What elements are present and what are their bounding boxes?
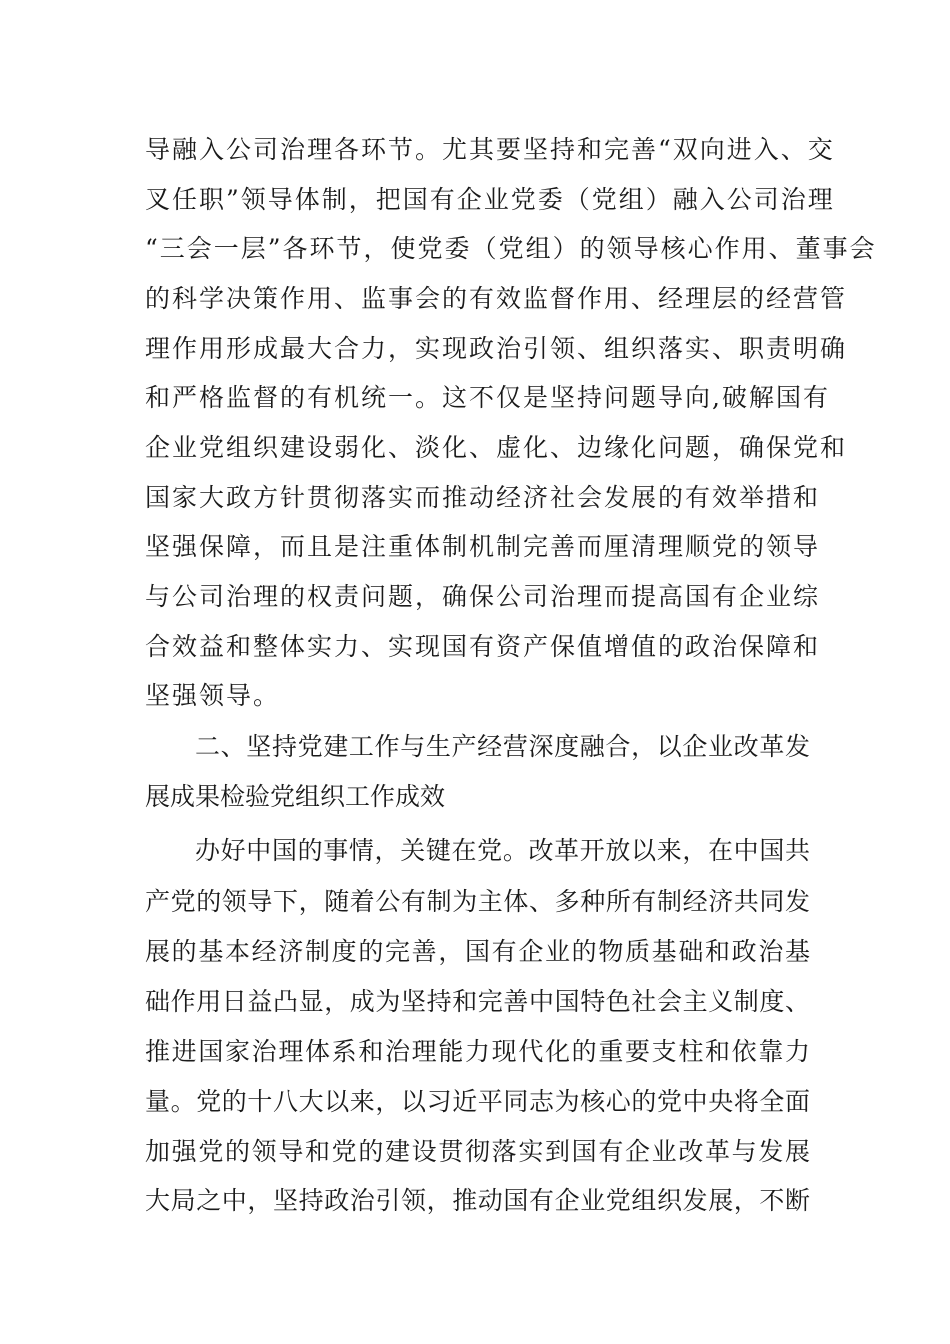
paragraph-1-line-9: 坚强保障，而且是注重体制机制完善而厘清理顺党的领导	[145, 532, 821, 561]
paragraph-1-line-6: 和严格监督的有机统一。这不仅是坚持问题导向,破解国有	[145, 383, 830, 412]
paragraph-2-line-1: 办好中国的事情，关键在党。改革开放以来，在中国共	[195, 836, 810, 865]
paragraph-2-line-8: 大局之中，坚持政治引领，推动国有企业党组织发展，不断	[145, 1186, 810, 1215]
paragraph-2-line-3: 展的基本经济制度的完善，国有企业的物质基础和政治基	[145, 937, 810, 966]
paragraph-2-line-6: 量。党的十八大以来，以习近平同志为核心的党中央将全面	[145, 1087, 810, 1116]
paragraph-1-line-12: 坚强领导。	[145, 681, 281, 710]
paragraph-1-line-5: 理作用形成最大合力，实现政治引领、组织落实、职责明确	[145, 334, 848, 363]
paragraph-2-line-2: 产党的领导下，随着公有制为主体、多种所有制经济共同发	[145, 887, 810, 916]
paragraph-2-line-7: 加强党的领导和党的建设贯彻落实到国有企业改革与发展	[145, 1137, 810, 1166]
section-heading-line-2: 展成果检验党组织工作成效	[145, 782, 446, 811]
paragraph-1-line-1: 导融入公司治理各环节。尤其要坚持和完善“双向进入、交	[145, 135, 835, 164]
section-heading-line-1: 二、坚持党建工作与生产经营深度融合，以企业改革发	[195, 732, 810, 761]
paragraph-1-line-4: 的科学决策作用、监事会的有效监督作用、经理层的经营管	[145, 284, 848, 313]
paragraph-1-line-11: 合效益和整体实力、实现国有资产保值增值的政治保障和	[145, 632, 821, 661]
paragraph-1-line-8: 国家大政方针贯彻落实而推动经济社会发展的有效举措和	[145, 483, 821, 512]
paragraph-1-line-10: 与公司治理的权责问题，确保公司治理而提高国有企业综	[145, 582, 821, 611]
paragraph-2-line-4: 础作用日益凸显，成为坚持和完善中国特色社会主义制度、	[145, 987, 810, 1016]
paragraph-2-line-5: 推进国家治理体系和治理能力现代化的重要支柱和依靠力	[145, 1037, 810, 1066]
paragraph-1-line-3: “三会一层”各环节，使党委（党组）的领导核心作用、董事会	[145, 234, 877, 263]
paragraph-1-line-7: 企业党组织建设弱化、淡化、虚化、边缘化问题，确保党和	[145, 433, 848, 462]
paragraph-1-line-2: 叉任职”领导体制，把国有企业党委（党组）融入公司治理	[145, 185, 835, 214]
